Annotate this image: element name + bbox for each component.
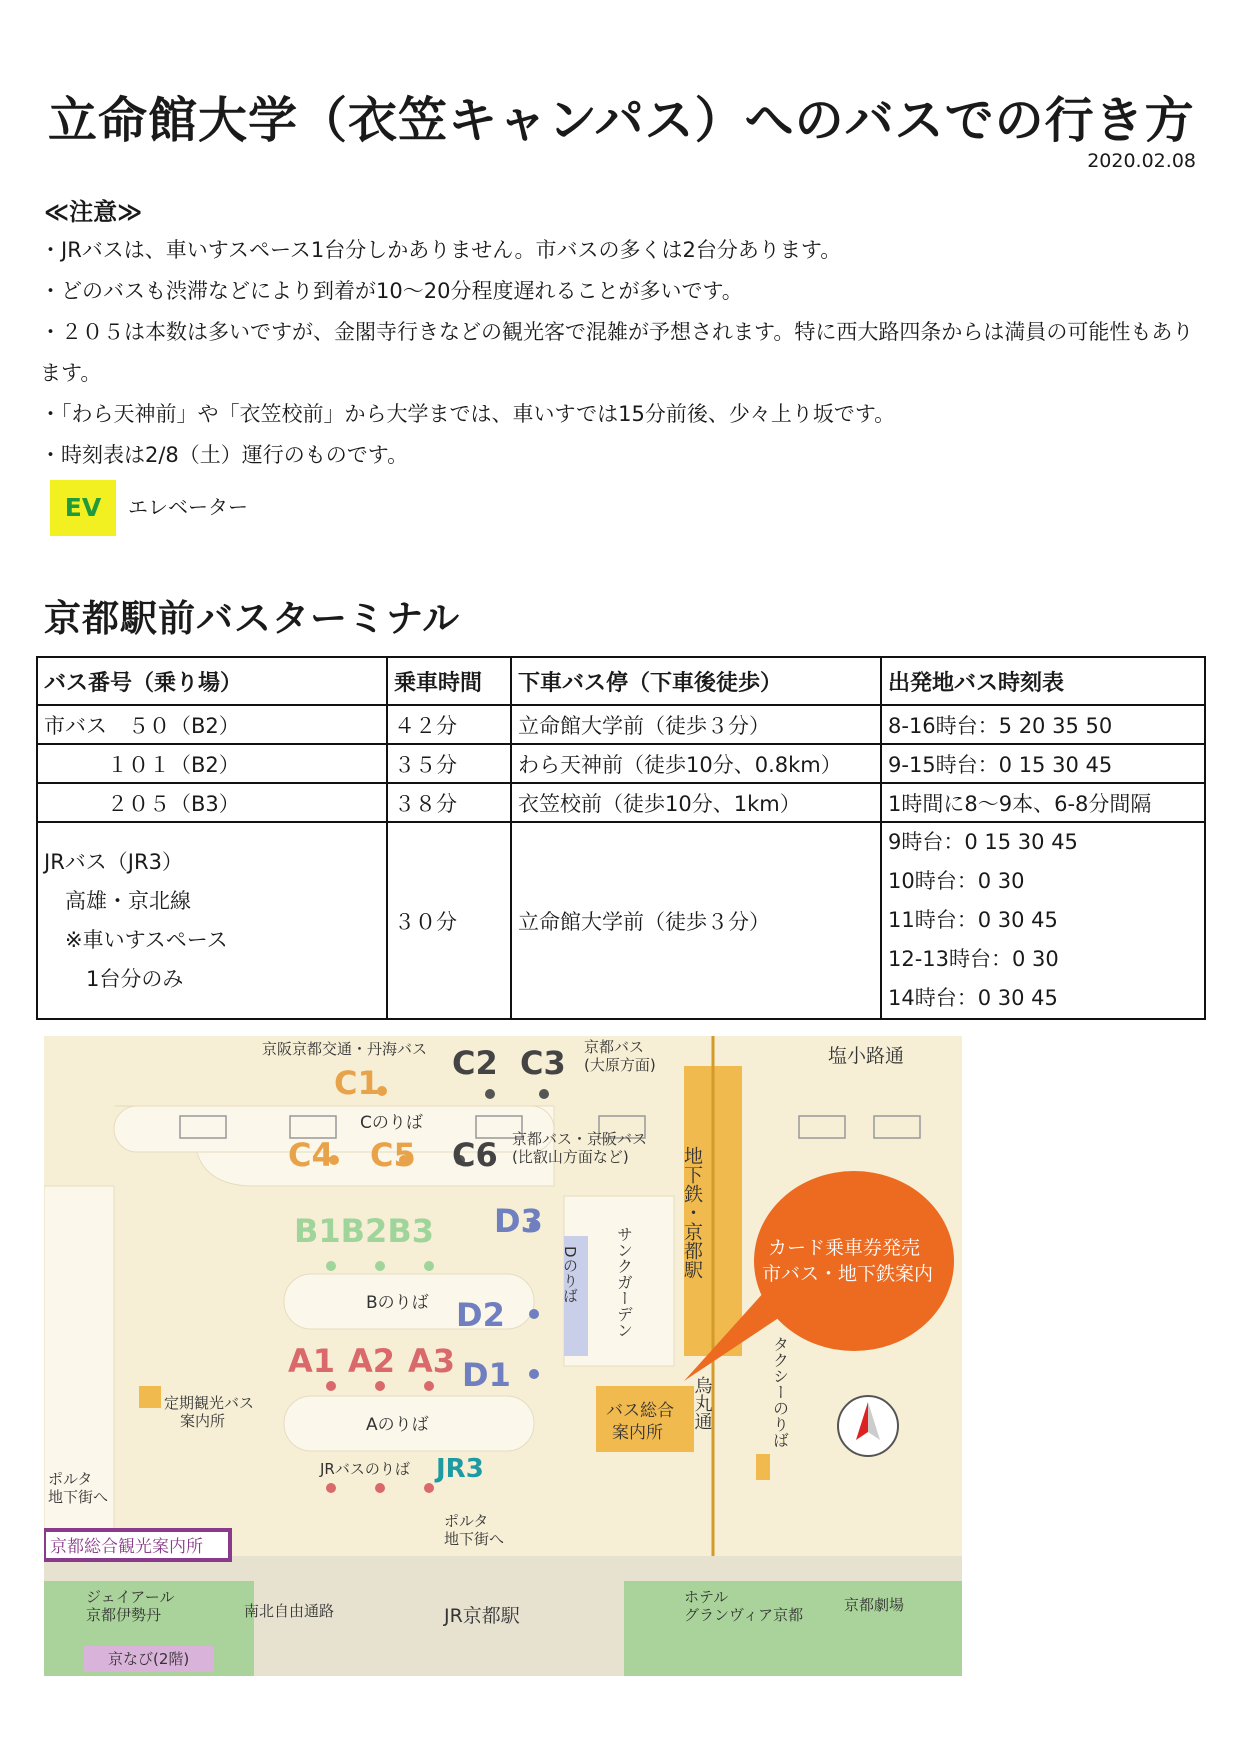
bus-table [36,656,1206,1020]
stop-c4: C4 [288,1136,334,1174]
note-item: ・JRバスは、車いすスペース1台分しかありません。市バスの多くは2台分あります。 [40,238,842,262]
cell-stop: 立命館大学前（徒歩３分） [511,705,881,744]
stop-c3: C3 [520,1044,566,1082]
jr-schedule-line: 9時台：0 15 30 45 [888,830,1078,854]
label-c-noriba: Cのりば [360,1113,423,1133]
label-subway: 地下鉄・京都駅 [681,1146,703,1279]
label-porta-center-2: 地下街へ [444,1530,505,1548]
jr-schedule-line: 10時台：0 30 [888,869,1025,893]
jr-schedule-line: 11時台：0 30 45 [888,908,1058,932]
stop-jr3: JR3 [436,1454,484,1484]
stop-d3: D3 [494,1202,543,1240]
jr-bus-line: 1台分のみ [44,966,184,991]
jr-bus-line: ※車いすスペース [44,927,228,952]
stop-c5: C5 [370,1136,416,1174]
cell-stop: わら天神前（徒歩10分、0.8km） [511,744,881,783]
label-shiokoji: 塩小路通 [828,1045,905,1067]
table-row-jr [37,822,1205,1019]
label-hiei-sub: (比叡山方面など) [512,1148,629,1166]
label-teiki-1: 定期観光バス [164,1394,255,1412]
ev-legend-label: エレベーター [128,495,248,519]
stop-c1: C1 [334,1064,380,1102]
cell-time: ４２分 [387,705,511,744]
document-date: 2020.02.08 [1087,150,1196,172]
label-jr-station: JR京都駅 [444,1605,520,1627]
cell-time: ３５分 [387,744,511,783]
label-isetan-2: 京都伊勢丹 [86,1606,162,1624]
label-jr-noriba: JRバスのりば [320,1460,410,1478]
label-keihan: 京阪京都交通・丹海バス [262,1040,428,1058]
stop-a1: A1 [288,1342,336,1380]
stop-a2: A2 [348,1342,396,1380]
label-bus-info-1: バス総合 [606,1401,674,1421]
cell-time: ３８分 [387,783,511,822]
label-porta-left-1: ポルタ [48,1470,93,1488]
teiki-marker [139,1386,161,1408]
stop-d1: D1 [462,1356,511,1394]
label-porta-center-1: ポルタ [444,1512,489,1530]
stop-c2: C2 [452,1044,498,1082]
header-schedule: 出発地バス時刻表 [881,657,1205,705]
cell-time: ３０分 [387,822,511,1019]
label-bus-info-2: 案内所 [612,1423,663,1443]
label-card-2: 市バス・地下鉄案内 [762,1263,934,1285]
jr-bus-line: 高雄・京北線 [44,888,191,913]
header-time: 乗車時間 [387,657,511,705]
page-title: 立命館大学（衣笠キャンパス）へのバスでの行き方 [48,92,1195,149]
label-kanko: 京都総合観光案内所 [50,1537,203,1557]
label-kyonavi: 京なび(2階) [108,1650,190,1668]
label-karasuma: 烏丸通 [691,1376,713,1430]
table-row [37,783,1205,822]
label-card-1: カード乗車券発売 [768,1237,921,1259]
jr-bus-line: JRバス（JR3） [44,849,183,874]
label-porta-left-2: 地下街へ [48,1488,109,1506]
jr-schedule-line: 12-13時台：0 30 [888,947,1059,971]
cell-schedule: 9-15時台：0 15 30 45 [881,744,1205,783]
stop-d2: D2 [456,1296,505,1334]
jr-schedule-line: 14時台：0 30 45 [888,986,1058,1010]
notes-list [40,230,1200,476]
label-hotel-2: グランヴィア京都 [684,1606,804,1624]
header-bus: バス番号（乗り場） [37,657,387,705]
label-kyoto-bus-ohara: 京都バス [584,1038,645,1056]
ev-legend-badge: EV [50,480,116,536]
cell-bus [37,822,387,1019]
table-row [37,705,1205,744]
label-nanboku: 南北自由通路 [244,1602,335,1620]
cell-schedule: 1時間に8〜9本、6-8分間隔 [881,783,1205,822]
cell-bus: １０１（B2） [37,744,387,783]
label-teiki-2: 案内所 [180,1412,226,1430]
cell-bus: ２０５（B3） [37,783,387,822]
notes-heading: ≪注意≫ [44,198,143,226]
section-title: 京都駅前バスターミナル [44,597,461,640]
note-item: ・どのバスも渋滞などにより到着が10〜20分程度遅れることが多いです。 [40,279,743,303]
stop-a3: A3 [408,1342,456,1380]
taxi-marker [756,1454,770,1480]
label-taxi: タクシーのりば [770,1336,790,1448]
table-row [37,744,1205,783]
bus-terminal-map [44,1036,962,1676]
stop-c6: C6 [452,1136,498,1174]
label-hotel-1: ホテル [684,1588,729,1606]
label-sunk-garden: サンクガーデン [614,1226,634,1338]
cell-stop: 衣笠校前（徒歩10分、1km） [511,783,881,822]
cell-schedule [881,822,1205,1019]
table-header-row [37,657,1205,705]
hotel-block [624,1581,962,1676]
cell-schedule: 8-16時台：5 20 35 50 [881,705,1205,744]
header-stop: 下車バス停（下車後徒歩） [511,657,881,705]
label-theater: 京都劇場 [844,1596,905,1614]
label-kyoto-bus-keihan: 京都バス・京阪バス [512,1130,648,1148]
label-d-noriba: Dのりば [561,1246,579,1303]
note-item: ・時刻表は2/8（土）運行のものです。 [40,443,409,467]
label-b-noriba: Bのりば [366,1293,429,1313]
note-item: ・「わら天神前」や「衣笠校前」から大学までは、車いすでは15分前後、少々上り坂です。 [40,402,896,426]
cell-stop: 立命館大学前（徒歩３分） [511,822,881,1019]
note-item: ・２０５は本数は多いですが、金閣寺行きなどの観光客で混雑が予想されます。特に西大路四条からは満員の可能性もあります。 [40,320,1194,385]
card-callout [754,1171,954,1351]
cell-bus: 市バス ５０（B2） [37,705,387,744]
label-isetan-1: ジェイアール [86,1588,175,1606]
stop-b: B1B2B3 [294,1212,434,1250]
label-ohara-sub: (大原方面) [584,1056,656,1074]
label-a-noriba: Aのりば [366,1415,429,1435]
